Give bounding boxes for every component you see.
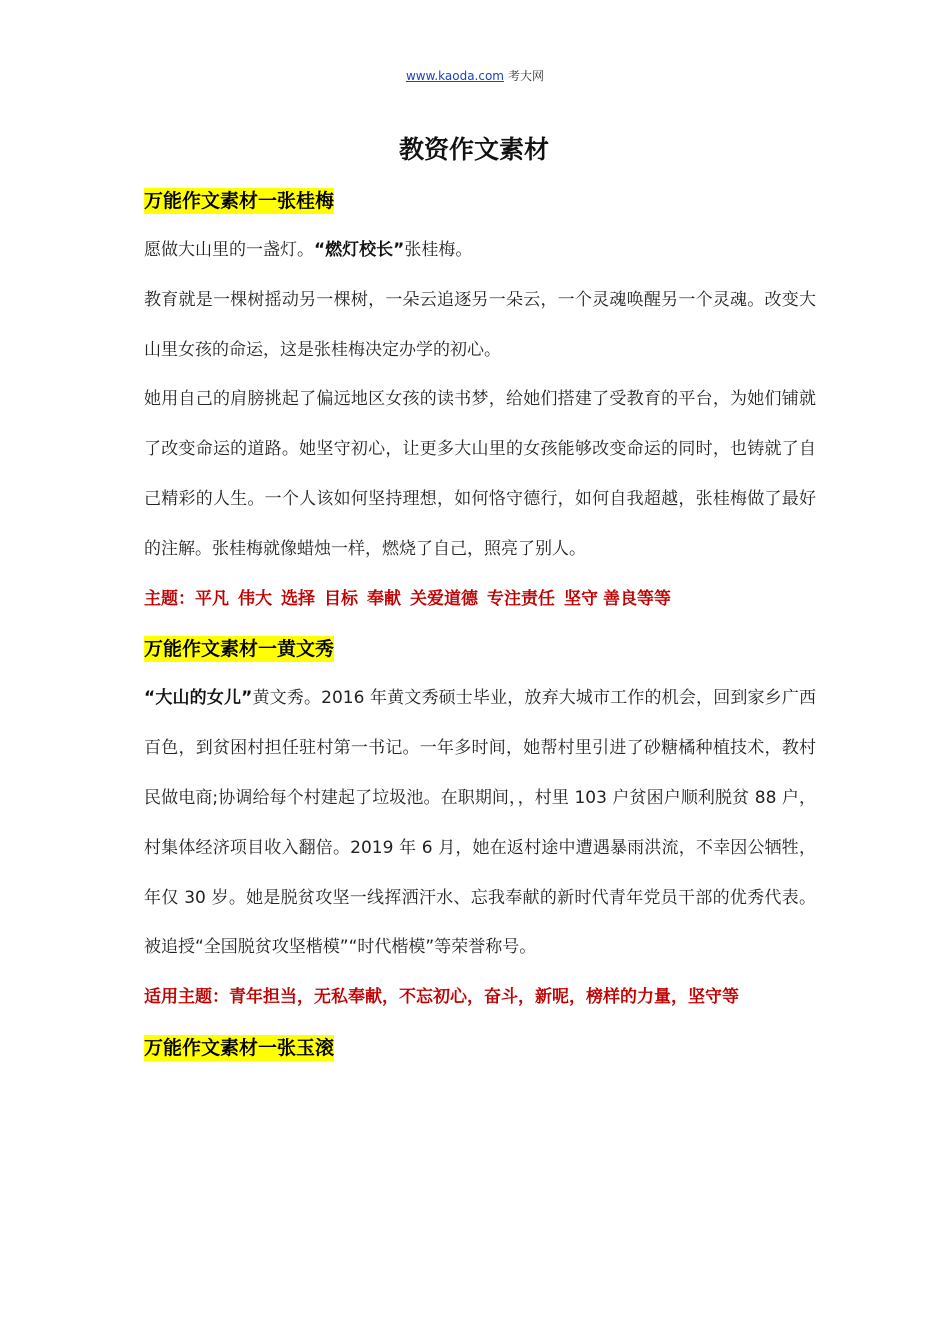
body-paragraph: 教育就是一棵树摇动另一棵树，一朵云追逐另一朵云，一个灵魂唤醒另一个灵魂。改变大山里女孩的命运，这是张桂梅决定办学的初心。 <box>144 289 816 360</box>
intro-paragraph-zhang-guimei <box>144 226 816 276</box>
theme-keyword: 善良等等 <box>603 588 671 609</box>
theme-keyword: 专注责任 <box>487 588 555 609</box>
theme-keyword: 平凡 <box>195 588 229 609</box>
intro-text-bold: “燃灯校长” <box>314 240 405 260</box>
section-heading-zhang-yugun <box>144 1023 816 1073</box>
document-body <box>144 128 816 1073</box>
theme-keyword: 关爱道德 <box>410 588 478 609</box>
theme-keyword: 奉献 <box>367 588 401 609</box>
theme-line-zhang-guimei <box>144 575 816 625</box>
section-heading-huang-wenxiu <box>144 624 816 674</box>
theme-line-huang-wenxiu: 适用主题：青年担当，无私奉献，不忘初心，奋斗，新呢，榜样的力量，坚守等 <box>144 987 739 1008</box>
section-heading-text: 万能作文素材一张玉滚 <box>144 1036 335 1059</box>
intro-text-bold: “大山的女儿” <box>144 688 253 709</box>
body-paragraph: 她用自己的肩膀挑起了偏远地区女孩的读书梦，给她们搭建了受教育的平台，为她们铺就了改变命运的道路。她坚守初心，让更多大山里的女孩能够改变命运的同时，也铸就了自己精彩的人生。一个人该如何坚持理想，如何恪守德行，如何自我超越，张桂梅做了最好的注解。张桂梅就像蜡烛一样，燃烧了自己，照亮了别人。 <box>144 389 816 559</box>
section-heading-text: 万能作文素材一张桂梅 <box>144 190 335 212</box>
intro-paragraph-huang-wenxiu <box>144 674 816 973</box>
section-heading-zhang-guimei <box>144 176 816 226</box>
header-site-name: 考大网 <box>508 69 545 83</box>
intro-text-before: 愿做大山里的一盏灯。 <box>144 240 314 260</box>
intro-text-after: 黄文秀。2016 年黄文秀硕士毕业，放弃大城市工作的机会，回到家乡广西百色，到贫困村担任驻村第一书记。一年多时间，她帮村里引进了砂糖橘种植技术，教村民做电商;协调给每个村建起了垃圾池。在职期间，，村里 103 户贫困户顺利脱贫 88 户，村集体经济项目收入翻倍。2019 年 6 月，她在返村途中遭遇暴雨洪流，不幸因公牺牲，年仅 30 岁。她是脱贫攻坚一线挥洒汗水、忘我奉献的新时代青年党员干部的优秀代表。被追授“全国脱贫攻坚楷模”“时代楷模”等荣誉称号。 <box>144 688 816 958</box>
page-title: 教资作文素材 <box>398 135 549 164</box>
theme-keyword: 坚守 <box>564 588 598 609</box>
theme-keyword: 目标 <box>324 588 358 609</box>
theme-keyword: 选择 <box>281 588 315 609</box>
page-header <box>0 66 950 86</box>
theme-label: 主题： <box>144 588 195 609</box>
section-heading-text: 万能作文素材一黄文秀 <box>144 638 335 661</box>
header-link[interactable]: www.kaoda.com <box>405 69 504 83</box>
theme-keyword: 伟大 <box>238 588 272 609</box>
intro-text-after: 张桂梅。 <box>404 240 473 260</box>
